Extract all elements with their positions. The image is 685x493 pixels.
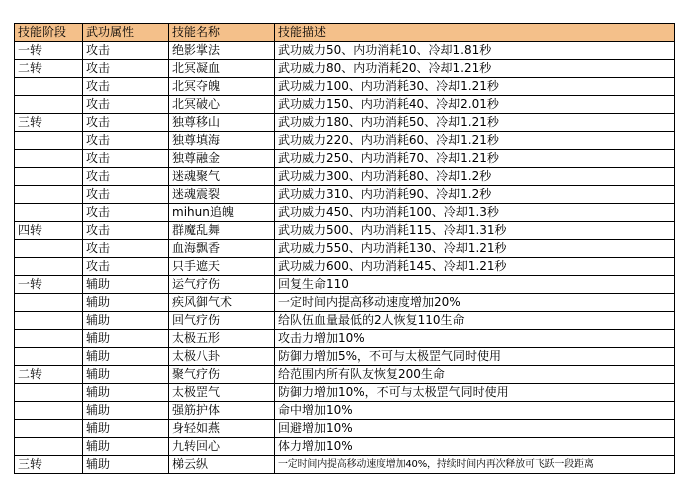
cell-stage xyxy=(15,348,83,366)
cell-skill-name: 绝影掌法 xyxy=(169,42,275,60)
cell-stage: 三转 xyxy=(15,456,83,474)
cell-skill-name: mihun追魄 xyxy=(169,204,275,222)
cell-stage: 一转 xyxy=(15,42,83,60)
table-row xyxy=(15,186,675,204)
table-body xyxy=(15,42,675,474)
cell-stage xyxy=(15,168,83,186)
table-row xyxy=(15,96,675,114)
cell-stage xyxy=(15,402,83,420)
cell-stage xyxy=(15,384,83,402)
table-row xyxy=(15,366,675,384)
cell-description: 给范围内所有队友恢复200生命 xyxy=(275,366,675,384)
table-row xyxy=(15,420,675,438)
cell-skill-name: 回气疗伤 xyxy=(169,312,275,330)
table-row xyxy=(15,402,675,420)
cell-skill-name: 聚气疗伤 xyxy=(169,366,275,384)
cell-description: 武功威力310、内功消耗90、冷却1.2秒 xyxy=(275,186,675,204)
table-row xyxy=(15,222,675,240)
table-row xyxy=(15,348,675,366)
table-row xyxy=(15,456,675,474)
table-row xyxy=(15,294,675,312)
cell-description: 武功威力100、内功消耗30、冷却1.21秒 xyxy=(275,78,675,96)
table-row xyxy=(15,258,675,276)
cell-description: 回避增加10% xyxy=(275,420,675,438)
cell-stage xyxy=(15,240,83,258)
cell-skill-name: 太极五形 xyxy=(169,330,275,348)
header-stage: 技能阶段 xyxy=(15,24,83,42)
cell-attribute: 辅助 xyxy=(83,276,169,294)
cell-stage xyxy=(15,132,83,150)
header-row xyxy=(15,24,675,42)
cell-attribute: 辅助 xyxy=(83,312,169,330)
cell-stage xyxy=(15,330,83,348)
cell-description: 武功威力250、内功消耗70、冷却1.21秒 xyxy=(275,150,675,168)
cell-description: 命中增加10% xyxy=(275,402,675,420)
cell-description: 武功威力300、内功消耗80、冷却1.2秒 xyxy=(275,168,675,186)
cell-description: 一定时间内提高移动速度增加20% xyxy=(275,294,675,312)
table-row xyxy=(15,204,675,222)
table-row xyxy=(15,78,675,96)
cell-stage: 一转 xyxy=(15,276,83,294)
table-row xyxy=(15,312,675,330)
table-row xyxy=(15,114,675,132)
cell-attribute: 辅助 xyxy=(83,420,169,438)
cell-skill-name: 疾风御气术 xyxy=(169,294,275,312)
cell-description: 回复生命110 xyxy=(275,276,675,294)
cell-stage xyxy=(15,186,83,204)
cell-attribute: 辅助 xyxy=(83,456,169,474)
cell-description: 一定时间内提高移动速度增加40%，持续时间内再次释放可飞跃一段距离 xyxy=(275,456,675,474)
cell-stage: 二转 xyxy=(15,366,83,384)
cell-description: 防御力增加5%，不可与太极罡气同时使用 xyxy=(275,348,675,366)
table-row xyxy=(15,168,675,186)
cell-skill-name: 九转回心 xyxy=(169,438,275,456)
table-row xyxy=(15,240,675,258)
cell-skill-name: 北冥破心 xyxy=(169,96,275,114)
cell-attribute: 辅助 xyxy=(83,366,169,384)
cell-skill-name: 强筋护体 xyxy=(169,402,275,420)
cell-stage xyxy=(15,96,83,114)
table-row xyxy=(15,438,675,456)
skill-table xyxy=(14,23,675,474)
cell-attribute: 攻击 xyxy=(83,204,169,222)
cell-skill-name: 血海飘香 xyxy=(169,240,275,258)
table-row xyxy=(15,60,675,78)
cell-attribute: 辅助 xyxy=(83,384,169,402)
table-row xyxy=(15,384,675,402)
cell-skill-name: 独尊移山 xyxy=(169,114,275,132)
cell-skill-name: 独尊填海 xyxy=(169,132,275,150)
cell-skill-name: 身轻如燕 xyxy=(169,420,275,438)
cell-attribute: 辅助 xyxy=(83,438,169,456)
cell-skill-name: 太极八卦 xyxy=(169,348,275,366)
header-skill-name: 技能名称 xyxy=(169,24,275,42)
cell-skill-name: 北冥夺魄 xyxy=(169,78,275,96)
header-description: 技能描述 xyxy=(275,24,675,42)
cell-stage: 二转 xyxy=(15,60,83,78)
cell-stage xyxy=(15,150,83,168)
cell-description: 武功威力80、内功消耗20、冷却1.21秒 xyxy=(275,60,675,78)
cell-description: 武功威力600、内功消耗145、冷却1.21秒 xyxy=(275,258,675,276)
cell-attribute: 攻击 xyxy=(83,150,169,168)
cell-description: 武功威力550、内功消耗130、冷却1.21秒 xyxy=(275,240,675,258)
table-row xyxy=(15,276,675,294)
cell-attribute: 攻击 xyxy=(83,78,169,96)
cell-attribute: 攻击 xyxy=(83,186,169,204)
cell-skill-name: 只手遮天 xyxy=(169,258,275,276)
cell-description: 武功威力150、内功消耗40、冷却2.01秒 xyxy=(275,96,675,114)
cell-attribute: 辅助 xyxy=(83,330,169,348)
cell-attribute: 攻击 xyxy=(83,168,169,186)
cell-stage xyxy=(15,294,83,312)
cell-attribute: 辅助 xyxy=(83,294,169,312)
cell-skill-name: 运气疗伤 xyxy=(169,276,275,294)
cell-skill-name: 群魔乱舞 xyxy=(169,222,275,240)
cell-stage xyxy=(15,78,83,96)
cell-attribute: 攻击 xyxy=(83,96,169,114)
cell-attribute: 攻击 xyxy=(83,258,169,276)
header-attribute: 武功属性 xyxy=(83,24,169,42)
table-header xyxy=(15,24,675,42)
cell-description: 体力增加10% xyxy=(275,438,675,456)
cell-attribute: 攻击 xyxy=(83,132,169,150)
table-row xyxy=(15,330,675,348)
cell-description: 武功威力50、内功消耗10、冷却1.81秒 xyxy=(275,42,675,60)
cell-skill-name: 迷魂聚气 xyxy=(169,168,275,186)
cell-stage: 三转 xyxy=(15,114,83,132)
cell-attribute: 攻击 xyxy=(83,42,169,60)
cell-skill-name: 迷魂震裂 xyxy=(169,186,275,204)
cell-description: 武功威力500、内功消耗115、冷却1.31秒 xyxy=(275,222,675,240)
cell-attribute: 攻击 xyxy=(83,222,169,240)
cell-skill-name: 独尊融金 xyxy=(169,150,275,168)
cell-attribute: 攻击 xyxy=(83,60,169,78)
cell-stage xyxy=(15,312,83,330)
cell-description: 给队伍血量最低的2人恢复110生命 xyxy=(275,312,675,330)
cell-description: 武功威力220、内功消耗60、冷却1.21秒 xyxy=(275,132,675,150)
cell-skill-name: 太极罡气 xyxy=(169,384,275,402)
cell-description: 武功威力450、内功消耗100、冷却1.3秒 xyxy=(275,204,675,222)
cell-attribute: 辅助 xyxy=(83,348,169,366)
skill-table-container xyxy=(14,23,675,474)
cell-description: 攻击力增加10% xyxy=(275,330,675,348)
cell-skill-name: 北冥凝血 xyxy=(169,60,275,78)
cell-stage: 四转 xyxy=(15,222,83,240)
table-row xyxy=(15,150,675,168)
cell-stage xyxy=(15,438,83,456)
cell-stage xyxy=(15,204,83,222)
cell-description: 武功威力180、内功消耗50、冷却1.21秒 xyxy=(275,114,675,132)
cell-skill-name: 梯云纵 xyxy=(169,456,275,474)
cell-description: 防御力增加10%，不可与太极罡气同时使用 xyxy=(275,384,675,402)
cell-attribute: 辅助 xyxy=(83,402,169,420)
cell-attribute: 攻击 xyxy=(83,114,169,132)
table-row xyxy=(15,42,675,60)
cell-stage xyxy=(15,420,83,438)
table-row xyxy=(15,132,675,150)
cell-attribute: 攻击 xyxy=(83,240,169,258)
cell-stage xyxy=(15,258,83,276)
